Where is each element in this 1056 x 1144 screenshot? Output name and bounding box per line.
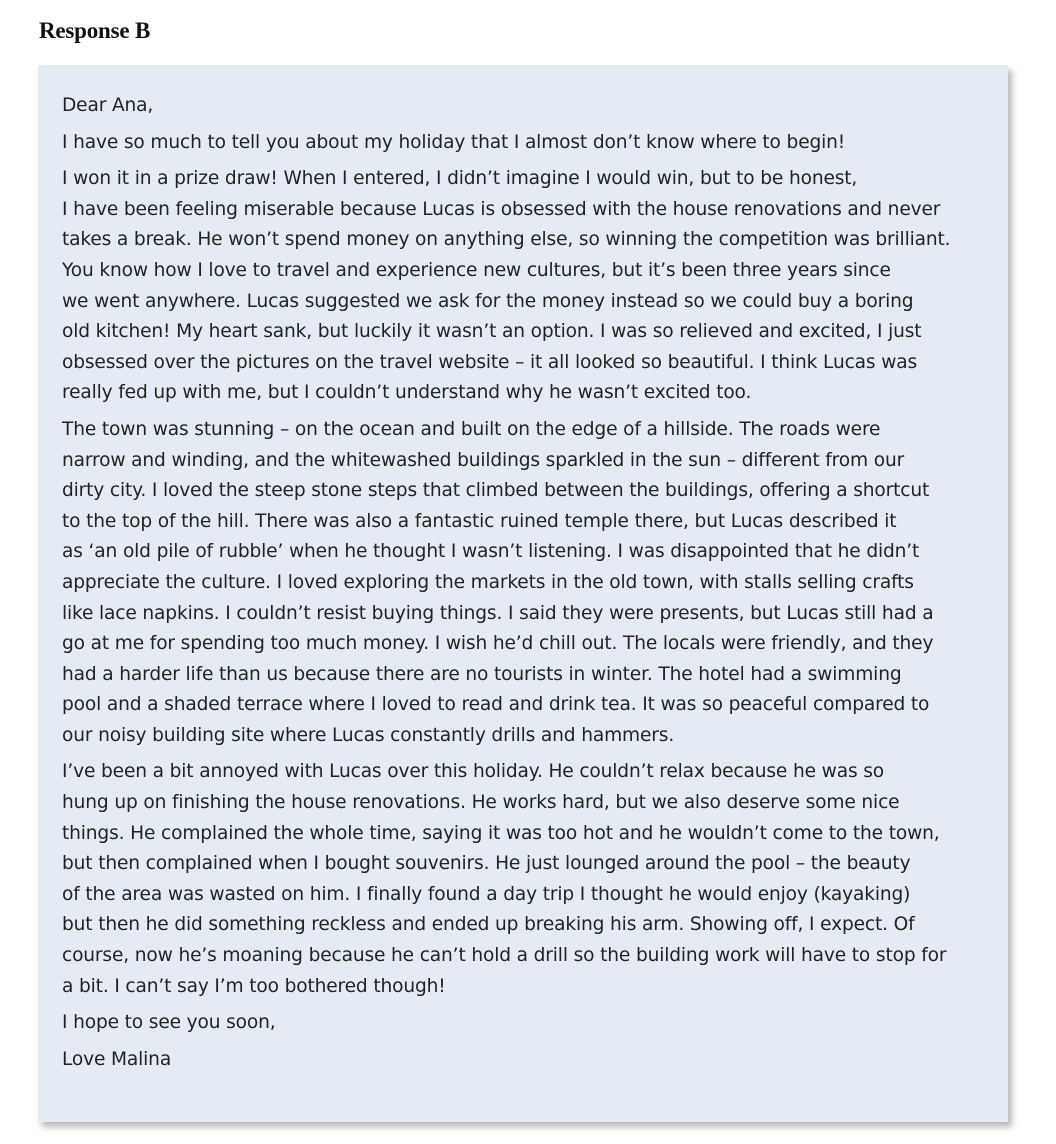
letter-paragraph: [62, 415, 984, 752]
letter-line: we went anywhere. Lucas suggested we ask for the money instead so we could buy a boring: [62, 290, 914, 312]
letter-salutation: Dear Ana,: [62, 95, 154, 116]
letter-paragraph: [62, 757, 984, 1002]
letter-line: had a harder life than us because there are no tourists in winter. The hotel had a swimming: [62, 663, 902, 685]
letter-line: You know how I love to travel and experience new cultures, but it’s been three years since: [62, 259, 891, 281]
letter-line: a bit. I can’t say I’m too bothered though!: [62, 975, 446, 997]
letter-line: go at me for spending too much money. I wish he’d chill out. The locals were friendly, and they: [62, 633, 934, 655]
letter-line: course, now he’s moaning because he can’t hold a drill so the building work will have to stop for: [62, 945, 947, 967]
letter-body: [62, 91, 984, 1075]
letter-paragraph: [62, 128, 984, 159]
letter-line: our noisy building site where Lucas constantly drills and hammers.: [62, 724, 675, 746]
letter-line: I’ve been a bit annoyed with Lucas over this holiday. He couldn’t relax because he was so: [62, 761, 885, 783]
letter-line: The town was stunning – on the ocean and built on the edge of a hillside. The roads were: [62, 418, 881, 440]
letter-line: to the top of the hill. There was also a fantastic ruined temple there, but Lucas described it: [62, 510, 897, 532]
letter-card: [38, 65, 1008, 1122]
letter-line: like lace napkins. I couldn’t resist buying things. I said they were presents, but Lucas still had a: [62, 602, 934, 624]
letter-paragraph: [62, 164, 984, 409]
letter-line: as ‘an old pile of rubble’ when he thought I wasn’t listening. I was disappointed that he didn’t: [62, 541, 920, 563]
letter-line: really fed up with me, but I couldn’t understand why he wasn’t excited too.: [62, 382, 752, 404]
letter-line: hung up on finishing the house renovations. He works hard, but we also deserve some nice: [62, 792, 900, 814]
letter-line: I have been feeling miserable because Lucas is obsessed with the house renovations and never: [62, 198, 941, 220]
letter-line: old kitchen! My heart sank, but luckily it wasn’t an option. I was so relieved and excited, I just: [62, 321, 922, 343]
letter-line: things. He complained the whole time, saying it was too hot and he wouldn’t come to the town,: [62, 822, 940, 844]
letter-line: appreciate the culture. I loved exploring the markets in the old town, with stalls selling crafts: [62, 571, 914, 593]
letter-line: of the area was wasted on him. I finally found a day trip I thought he would enjoy (kayaking): [62, 883, 911, 905]
letter-closing: I hope to see you soon,: [62, 1012, 276, 1034]
letter-line: takes a break. He won’t spend money on anything else, so winning the competition was brilliant.: [62, 229, 951, 251]
letter-line: but then he did something reckless and ended up breaking his arm. Showing off, I expect. Of: [62, 914, 915, 936]
letter-paragraphs: [62, 128, 984, 1003]
letter-line: but then complained when I bought souvenirs. He just lounged around the pool – the beauty: [62, 853, 911, 875]
letter-line: narrow and winding, and the whitewashed buildings sparkled in the sun – different from our: [62, 449, 905, 471]
response-heading: Response B: [39, 18, 151, 43]
letter-signature: Love Malina: [62, 1048, 172, 1070]
letter-line: I won it in a prize draw! When I entered, I didn’t imagine I would win, but to be honest,: [62, 168, 858, 190]
letter-line: obsessed over the pictures on the travel website – it all looked so beautiful. I think Lucas was: [62, 351, 918, 373]
letter-line: pool and a shaded terrace where I loved to read and drink tea. It was so peaceful compared to: [62, 694, 930, 716]
letter-line: I have so much to tell you about my holiday that I almost don’t know where to begin!: [62, 131, 846, 153]
letter-line: dirty city. I loved the steep stone steps that climbed between the buildings, offering a shortcut: [62, 480, 930, 502]
